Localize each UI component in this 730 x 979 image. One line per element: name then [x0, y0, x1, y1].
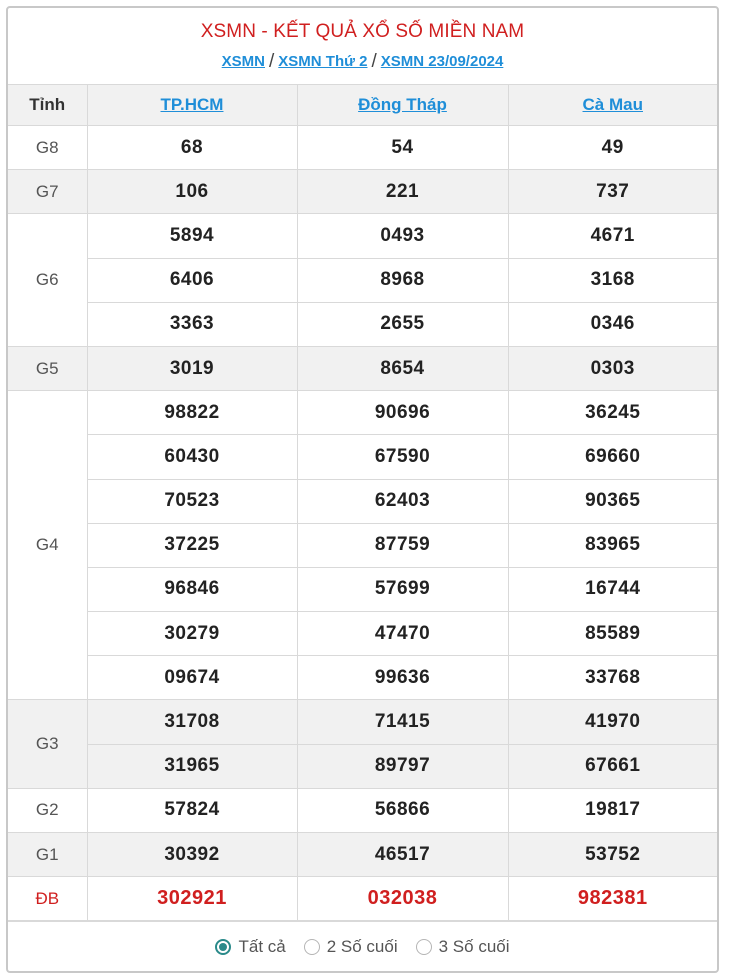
prize-number: 90365 — [508, 479, 717, 523]
prize-number: 30279 — [87, 612, 297, 656]
prize-number: 5894 — [87, 214, 297, 258]
prize-number: 8654 — [297, 346, 508, 390]
prize-label: G7 — [8, 170, 87, 214]
prize-number: 2655 — [297, 302, 508, 346]
table-row — [8, 126, 717, 170]
radio-button[interactable] — [416, 939, 432, 955]
prize-number: 90696 — [297, 391, 508, 435]
table-row — [8, 302, 717, 346]
prize-label: ĐB — [8, 877, 87, 921]
breadcrumb — [8, 51, 717, 72]
prize-number: 31965 — [87, 744, 297, 788]
prize-number: 0493 — [297, 214, 508, 258]
prize-number: 221 — [297, 170, 508, 214]
prize-number: 41970 — [508, 700, 717, 744]
prize-number: 8968 — [297, 258, 508, 302]
table-row — [8, 435, 717, 479]
prize-number: 67590 — [297, 435, 508, 479]
prize-number: 3168 — [508, 258, 717, 302]
table-row — [8, 214, 717, 258]
table-row — [8, 612, 717, 656]
prize-number: 68 — [87, 126, 297, 170]
table-row — [8, 170, 717, 214]
breadcrumb-separator: / — [371, 51, 377, 72]
prize-label: G4 — [8, 391, 87, 700]
prize-number: 032038 — [297, 877, 508, 921]
breadcrumb-xsmn-link[interactable]: XSMN — [221, 53, 265, 70]
prize-number: 99636 — [297, 656, 508, 700]
table-row — [8, 877, 717, 921]
table-row — [8, 523, 717, 567]
prize-label: G6 — [8, 214, 87, 347]
prize-number: 16744 — [508, 567, 717, 611]
prize-number: 54 — [297, 126, 508, 170]
table-row — [8, 744, 717, 788]
prize-number: 46517 — [297, 833, 508, 877]
province-link-dong-thap[interactable]: Đồng Tháp — [358, 95, 447, 114]
table-row — [8, 833, 717, 877]
breadcrumb-separator: / — [269, 51, 275, 72]
prize-number: 737 — [508, 170, 717, 214]
prize-label: G8 — [8, 126, 87, 170]
page-title: XSMN - KẾT QUẢ XỔ SỐ MIỀN NAM — [200, 21, 525, 42]
prize-number: 33768 — [508, 656, 717, 700]
prize-number: 69660 — [508, 435, 717, 479]
prize-number: 67661 — [508, 744, 717, 788]
prize-number: 53752 — [508, 833, 717, 877]
prize-number: 57699 — [297, 567, 508, 611]
prize-number: 71415 — [297, 700, 508, 744]
province-column-header: Tỉnh — [8, 85, 87, 126]
province-header — [508, 85, 717, 126]
prize-number: 70523 — [87, 479, 297, 523]
prize-number: 85589 — [508, 612, 717, 656]
prize-number: 57824 — [87, 788, 297, 832]
prize-number: 98822 — [87, 391, 297, 435]
prize-number: 30392 — [87, 833, 297, 877]
prize-number: 09674 — [87, 656, 297, 700]
breadcrumb-xsmn-date-link[interactable]: XSMN 23/09/2024 — [380, 53, 504, 70]
filter-option-label: Tất cả — [238, 937, 286, 957]
filter-option-2[interactable] — [304, 937, 398, 957]
radio-button[interactable] — [304, 939, 320, 955]
prize-number: 87759 — [297, 523, 508, 567]
prize-label: G1 — [8, 833, 87, 877]
prize-label: G5 — [8, 346, 87, 390]
prize-number: 0303 — [508, 346, 717, 390]
prize-number: 31708 — [87, 700, 297, 744]
radio-button[interactable] — [215, 939, 231, 955]
results-table — [8, 84, 717, 921]
prize-number: 89797 — [297, 744, 508, 788]
prize-number: 302921 — [87, 877, 297, 921]
prize-number: 83965 — [508, 523, 717, 567]
province-link-ca-mau[interactable]: Cà Mau — [582, 95, 643, 114]
prize-number: 60430 — [87, 435, 297, 479]
filter-option-label: 3 Số cuối — [438, 937, 510, 957]
prize-number: 3363 — [87, 302, 297, 346]
table-row — [8, 258, 717, 302]
results-header — [8, 8, 717, 84]
filter-option-label: 2 Số cuối — [326, 937, 398, 957]
prize-number: 49 — [508, 126, 717, 170]
province-link-tphcm[interactable]: TP.HCM — [160, 95, 224, 114]
table-header-row — [8, 85, 717, 126]
prize-number: 47470 — [297, 612, 508, 656]
province-header — [87, 85, 297, 126]
prize-number: 6406 — [87, 258, 297, 302]
digit-filter — [8, 921, 717, 972]
table-row — [8, 656, 717, 700]
table-row — [8, 346, 717, 390]
prize-number: 62403 — [297, 479, 508, 523]
breadcrumb-xsmn-thu2-link[interactable]: XSMN Thứ 2 — [278, 53, 368, 70]
prize-label: G3 — [8, 700, 87, 788]
prize-number: 106 — [87, 170, 297, 214]
table-row — [8, 700, 717, 744]
prize-number: 4671 — [508, 214, 717, 258]
prize-number: 37225 — [87, 523, 297, 567]
table-row — [8, 567, 717, 611]
prize-number: 982381 — [508, 877, 717, 921]
prize-label: G2 — [8, 788, 87, 832]
filter-option-1[interactable] — [215, 937, 285, 957]
results-card — [6, 6, 719, 973]
prize-number: 36245 — [508, 391, 717, 435]
table-row — [8, 788, 717, 832]
prize-number: 96846 — [87, 567, 297, 611]
prize-number: 19817 — [508, 788, 717, 832]
prize-number: 56866 — [297, 788, 508, 832]
table-row — [8, 391, 717, 435]
table-row — [8, 479, 717, 523]
prize-number: 3019 — [87, 346, 297, 390]
filter-option-3[interactable] — [416, 937, 510, 957]
prize-number: 0346 — [508, 302, 717, 346]
province-header — [297, 85, 508, 126]
